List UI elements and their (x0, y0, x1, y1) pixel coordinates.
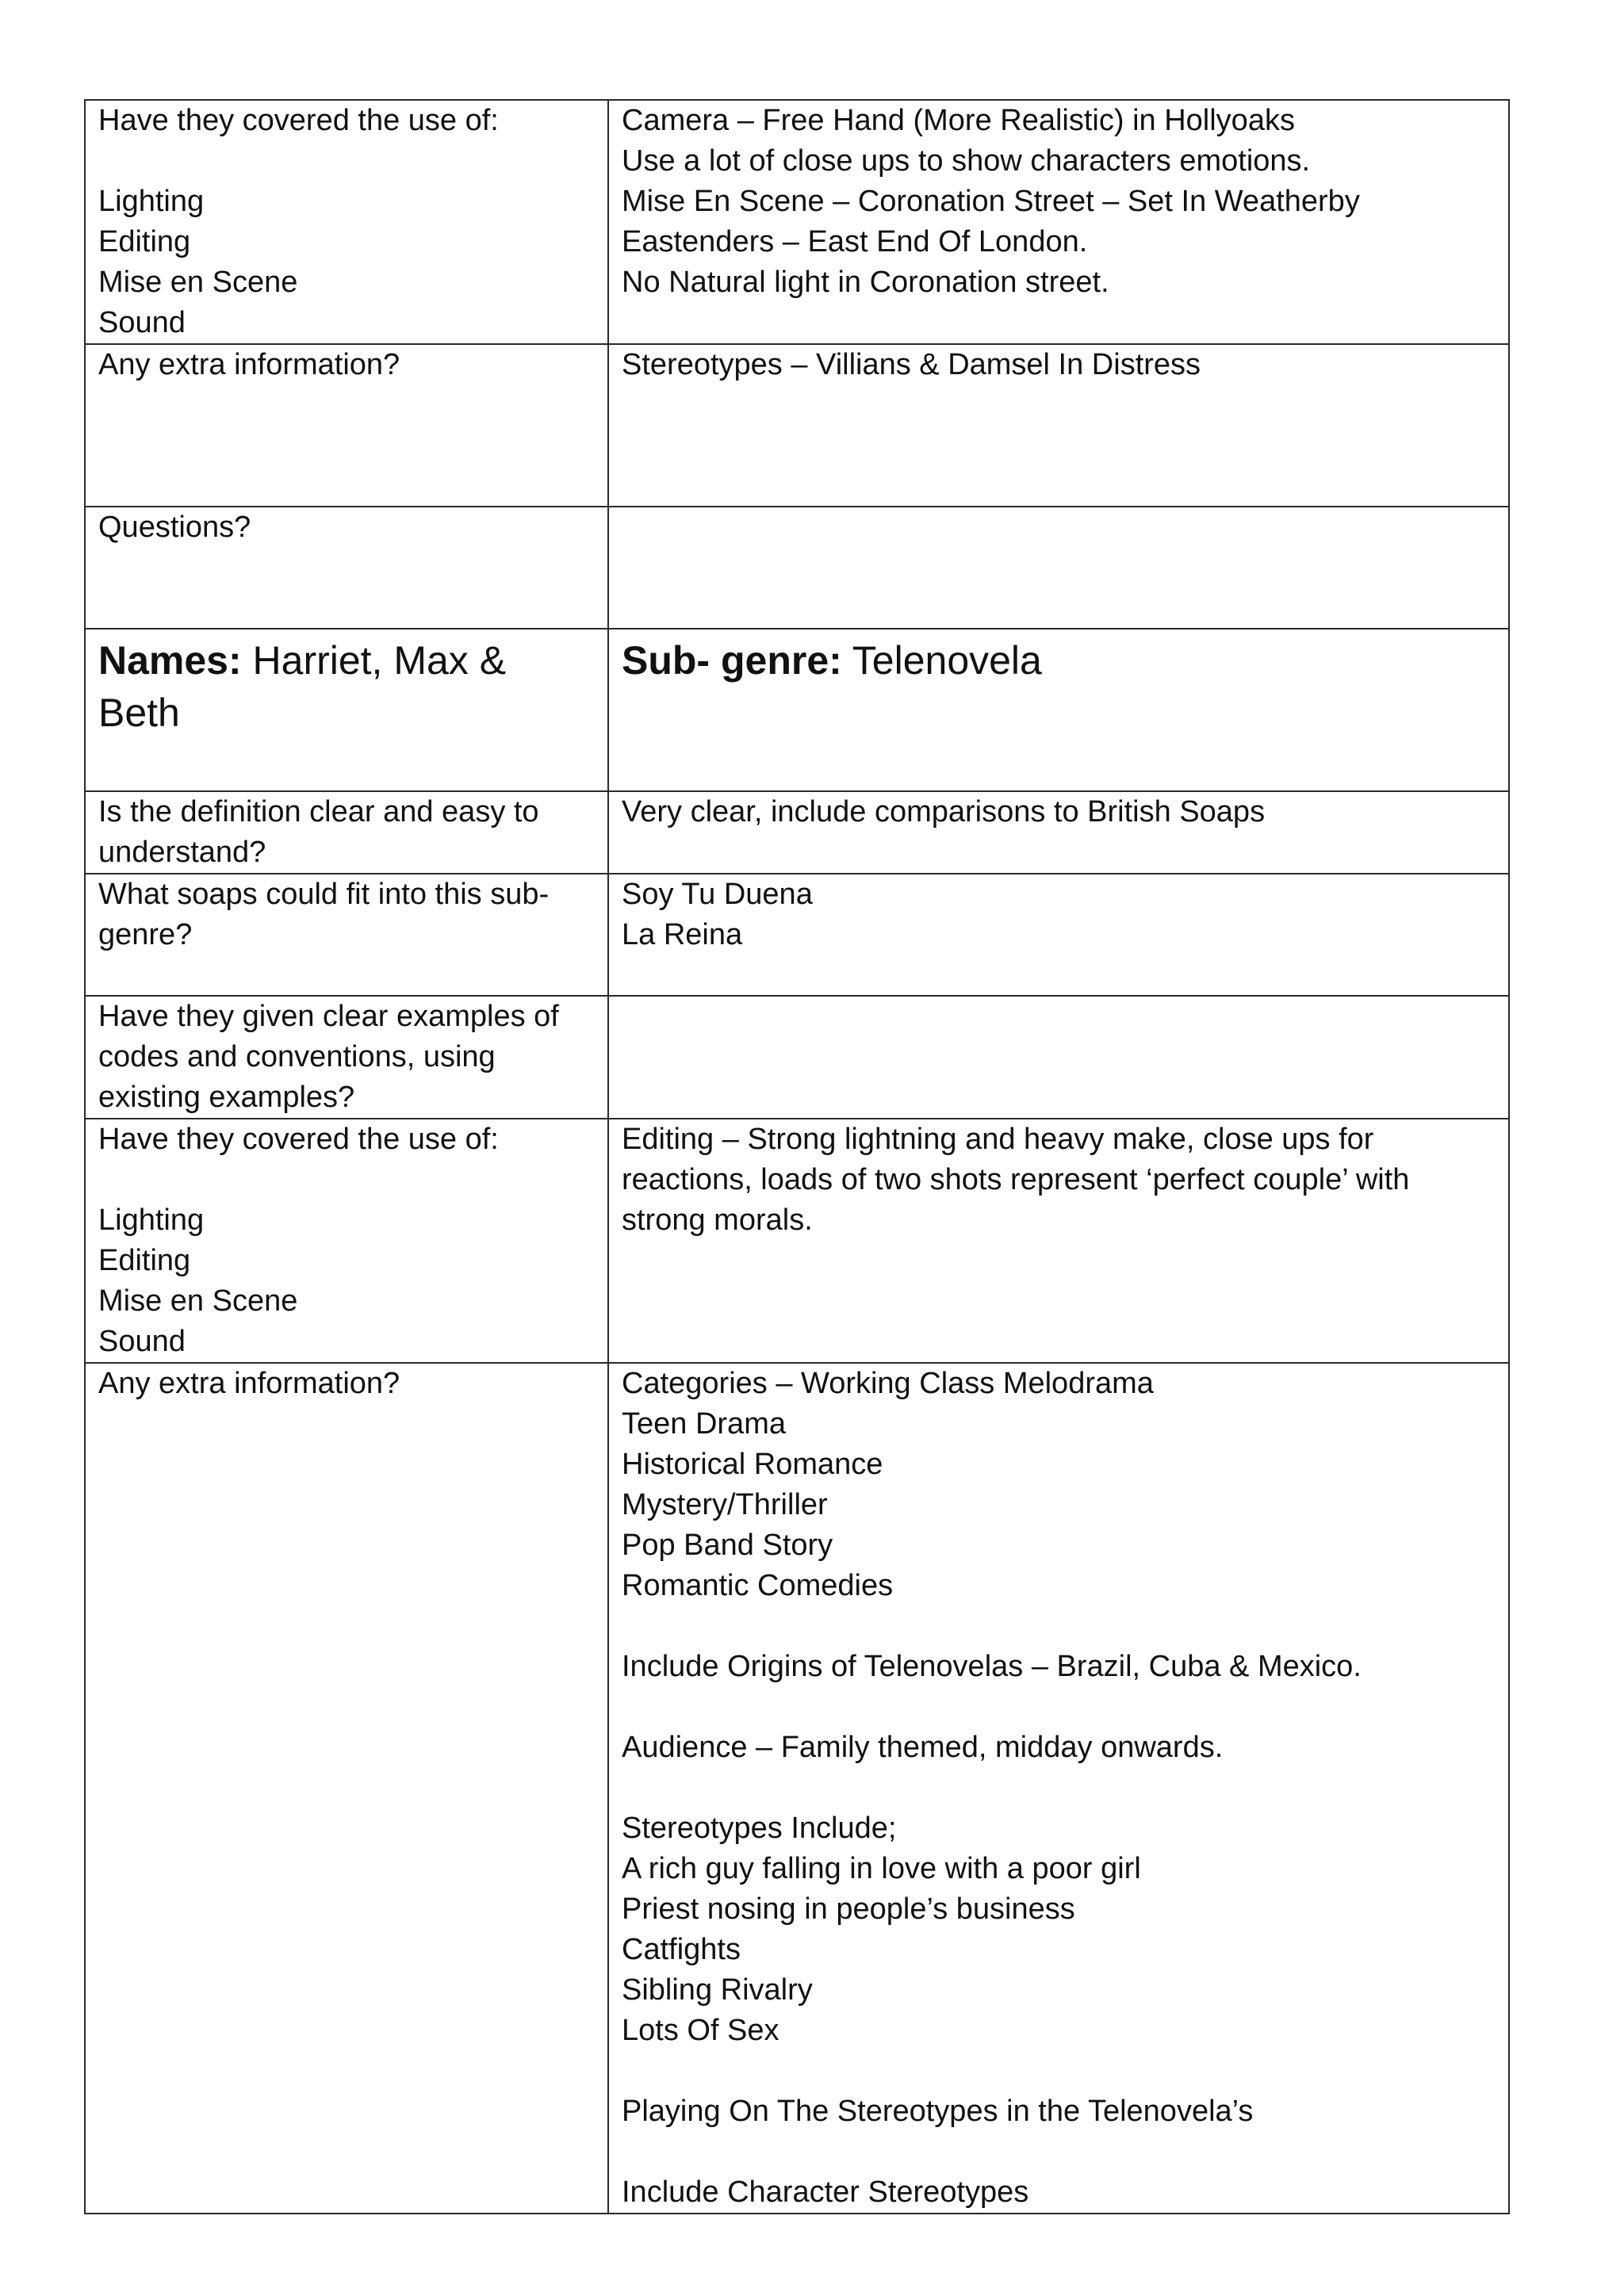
covered-question: Have they covered the use of: (98, 104, 499, 137)
extra-line: Pop Band Story (622, 1529, 833, 1562)
extra-line: Sibling Rivalry (622, 1973, 813, 2007)
soaps-answer-line: Soy Tu Duena (622, 878, 813, 911)
covered-item-lighting-2: Lighting (98, 1203, 205, 1237)
extra-question-cell (85, 344, 608, 507)
extra-answer-cell-2 (608, 1363, 1509, 2214)
extra-question-cell-2 (85, 1363, 608, 2214)
extra-answer: Stereotypes – Villians & Damsel In Distress (622, 348, 1201, 381)
examples-question-cell (85, 996, 608, 1119)
extra-line: Historical Romance (622, 1448, 883, 1481)
soaps-question-cell (85, 874, 608, 996)
extra-question-2: Any extra information? (98, 1367, 400, 1400)
extra-line: Catfights (622, 1933, 741, 1966)
extra-line (622, 1768, 1496, 1808)
extra-line (622, 1606, 1496, 1647)
subgenre-value: Telenovela (841, 638, 1042, 683)
extra-line: Playing On The Stereotypes in the Telenovela’s (622, 2095, 1254, 2128)
table-row-covered-1 (85, 100, 1509, 344)
extra-line: Mystery/Thriller (622, 1488, 828, 1521)
covered-question-2: Have they covered the use of: (98, 1123, 499, 1156)
names-value: Harriet, Max & Beth (98, 638, 507, 735)
table-row-covered-2 (85, 1119, 1509, 1363)
subgenre-cell (608, 629, 1509, 791)
extra-line: Teen Drama (622, 1407, 786, 1441)
extra-line: Lots Of Sex (622, 2014, 779, 2047)
table-row-extra-2 (85, 1363, 1509, 2214)
names-label: Names: (98, 638, 242, 683)
covered-item-editing: Editing (98, 225, 191, 258)
extra-answer-cell (608, 344, 1509, 507)
covered-item-mise-en-scene-2: Mise en Scene (98, 1284, 298, 1318)
soaps-answer-line: La Reina (622, 918, 743, 951)
extra-line (622, 1687, 1496, 1728)
table-row-soaps (85, 874, 1509, 996)
feedback-table (84, 99, 1510, 2214)
covered-answer-cell (608, 100, 1509, 344)
covered-answer-line: Use a lot of close ups to show characters emotions. (622, 144, 1311, 178)
soaps-question: What soaps could fit into this sub-genre? (98, 878, 550, 951)
extra-question: Any extra information? (98, 348, 400, 381)
extra-line: Include Origins of Telenovelas – Brazil, Cuba & Mexico. (622, 1650, 1362, 1683)
table-row-names (85, 629, 1509, 791)
table-row-questions (85, 507, 1509, 629)
examples-answer-cell (608, 996, 1509, 1119)
definition-question: Is the definition clear and easy to understand? (98, 795, 539, 869)
subgenre-label: Sub- genre: (622, 638, 842, 683)
examples-answer (622, 997, 1496, 1037)
covered-question-cell (85, 100, 608, 344)
definition-answer-cell (608, 791, 1509, 874)
definition-question-cell (85, 791, 608, 874)
extra-line: Romantic Comedies (622, 1569, 894, 1602)
definition-answer: Very clear, include comparisons to British Soaps (622, 795, 1266, 828)
table-row-definition (85, 791, 1509, 874)
examples-question: Have they given clear examples of codes and conventions, using existing examples? (98, 1000, 559, 1114)
extra-line (622, 2051, 1496, 2091)
covered-item-sound-2: Sound (98, 1325, 186, 1358)
extra-line (622, 2132, 1496, 2172)
covered-item-mise-en-scene: Mise en Scene (98, 266, 298, 299)
covered-item-editing-2: Editing (98, 1244, 191, 1277)
covered-answer-line: Mise En Scene – Coronation Street – Set In Weatherby (622, 185, 1360, 218)
covered-answer-line: Camera – Free Hand (More Realistic) in Hollyoaks (622, 104, 1295, 137)
extra-line: A rich guy falling in love with a poor girl (622, 1852, 1141, 1885)
covered-answer-cell-2 (608, 1119, 1509, 1363)
table-row-extra-1 (85, 344, 1509, 507)
extra-line: Priest nosing in people’s business (622, 1892, 1075, 1926)
questions-cell (85, 507, 608, 629)
soaps-answer-cell (608, 874, 1509, 996)
covered-answer-2: Editing – Strong lightning and heavy make, close ups for reactions, loads of two shots represent ‘perfect couple’ with strong morals. (622, 1123, 1410, 1237)
covered-answer-line: Eastenders – East End Of London. (622, 225, 1088, 258)
table-row-examples (85, 996, 1509, 1119)
covered-item-sound: Sound (98, 306, 186, 339)
extra-line: Audience – Family themed, midday onwards. (622, 1731, 1224, 1764)
extra-line: Include Character Stereotypes (622, 2175, 1029, 2209)
covered-item-lighting: Lighting (98, 185, 205, 218)
questions-answer-cell (608, 507, 1509, 629)
covered-answer-line: No Natural light in Coronation street. (622, 266, 1109, 299)
questions-answer (622, 507, 1496, 548)
covered-question-cell-2 (85, 1119, 608, 1363)
extra-line: Stereotypes Include; (622, 1812, 897, 1845)
extra-line: Categories – Working Class Melodrama (622, 1367, 1154, 1400)
names-cell (85, 629, 608, 791)
questions-label: Questions? (98, 511, 251, 544)
